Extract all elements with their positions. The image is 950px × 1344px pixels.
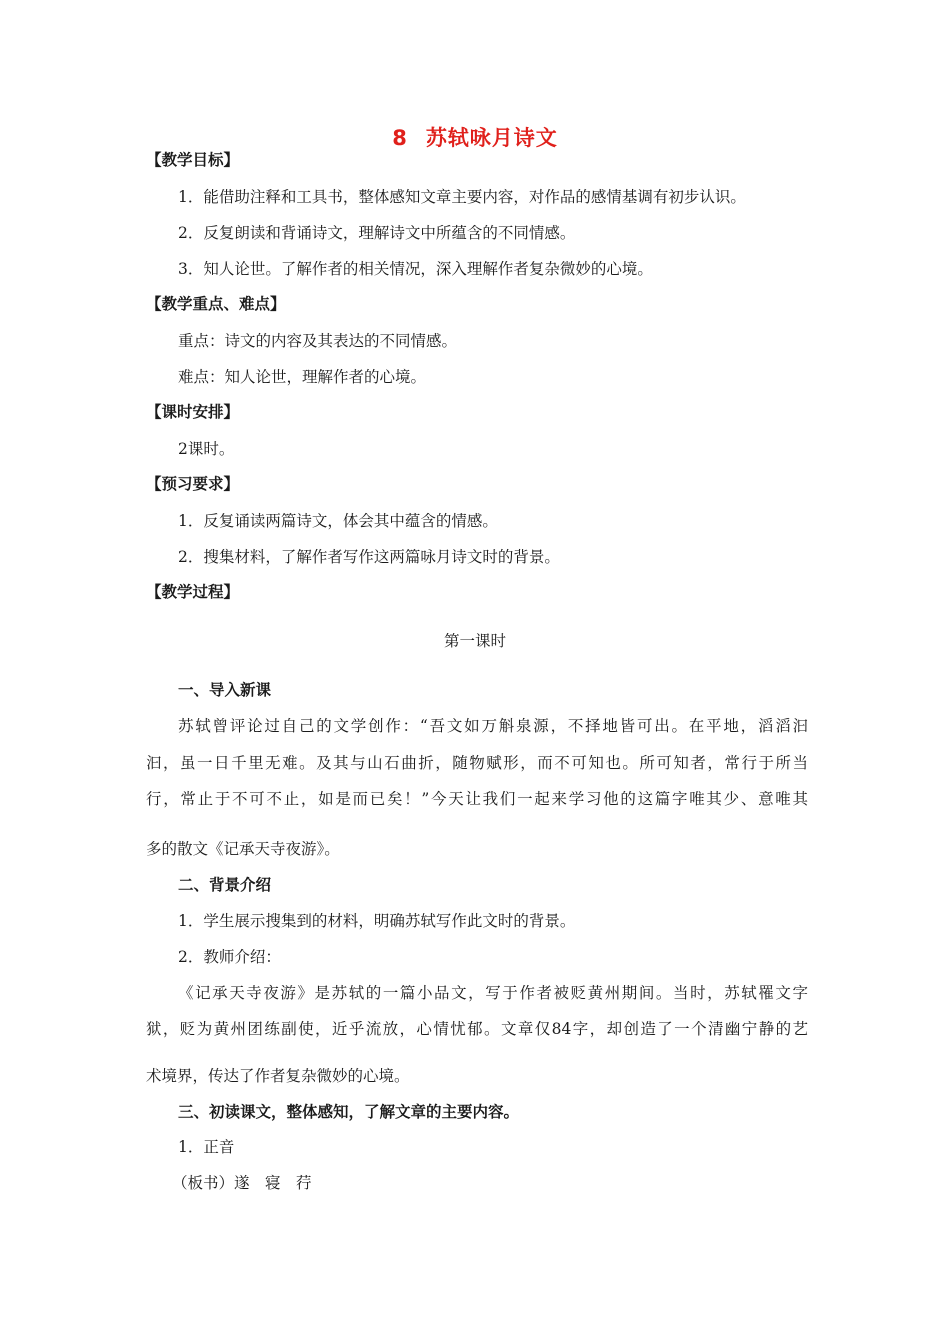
paragraph-line: 狱，贬为黄州团练副使，近乎流放，心情忧郁。文章仅84字，却创造了一个清幽宁静的艺 [146,1020,808,1038]
section-heading-goals: 【教学目标】 [146,151,240,169]
paragraph-line: 术境界，传达了作者复杂微妙的心境。 [146,1067,410,1085]
reading-item-1: 1．正音 [178,1138,235,1156]
subsection-heading-first-reading: 三、初读课文，整体感知，了解文章的主要内容。 [178,1103,520,1121]
difficult-point: 难点：知人论世，理解作者的心境。 [178,368,427,386]
board-writing: （板书）遂 寝 荇 [172,1174,312,1192]
preview-item-1: 1．反复诵读两篇诗文，体会其中蕴含的情感。 [178,512,498,530]
preview-item-2: 2．搜集材料，了解作者写作这两篇咏月诗文时的背景。 [178,548,560,566]
goal-item-3: 3．知人论世。了解作者的相关情况，深入理解作者复杂微妙的心境。 [178,260,653,278]
paragraph-line: 多的散文《记承天寺夜游》。 [146,840,340,858]
goal-item-1: 1．能借助注释和工具书，整体感知文章主要内容，对作品的感情基调有初步认识。 [178,188,746,206]
goal-item-2: 2．反复朗读和背诵诗文，理解诗文中所蕴含的不同情感。 [178,224,576,242]
section-heading-key-points: 【教学重点、难点】 [146,295,286,313]
paragraph-line: 《记承天寺夜游》是苏轼的一篇小品文，写于作者被贬黄州期间。当时，苏轼罹文字 [178,984,808,1002]
paragraph-line: 苏轼曾评论过自己的文学创作：“吾文如万斛泉源，不择地皆可出。在平地，滔滔汩 [178,717,808,735]
section-heading-process: 【教学过程】 [146,583,240,601]
title-text: 苏轼咏月诗文 [425,126,558,150]
page-title [0,122,950,152]
paragraph-line: 行，常止于不可不止，如是而已矣！”今天让我们一起来学习他的这篇字唯其少、意唯其 [146,790,808,808]
lesson-label: 第一课时 [443,632,506,650]
background-item-2: 2．教师介绍： [178,948,281,966]
section-heading-preview: 【预习要求】 [146,475,240,493]
title-number: 8 [392,126,408,150]
subsection-heading-intro: 一、导入新课 [178,681,272,699]
schedule-text: 2课时。 [178,440,235,458]
background-item-1: 1．学生展示搜集到的材料，明确苏轼写作此文时的背景。 [178,912,576,930]
section-heading-schedule: 【课时安排】 [146,403,240,421]
paragraph-line: 汩，虽一日千里无难。及其与山石曲折，随物赋形，而不可知也。所可知者，常行于所当 [146,754,808,772]
subsection-heading-background: 二、背景介绍 [178,876,272,894]
key-point: 重点：诗文的内容及其表达的不同情感。 [178,332,458,350]
